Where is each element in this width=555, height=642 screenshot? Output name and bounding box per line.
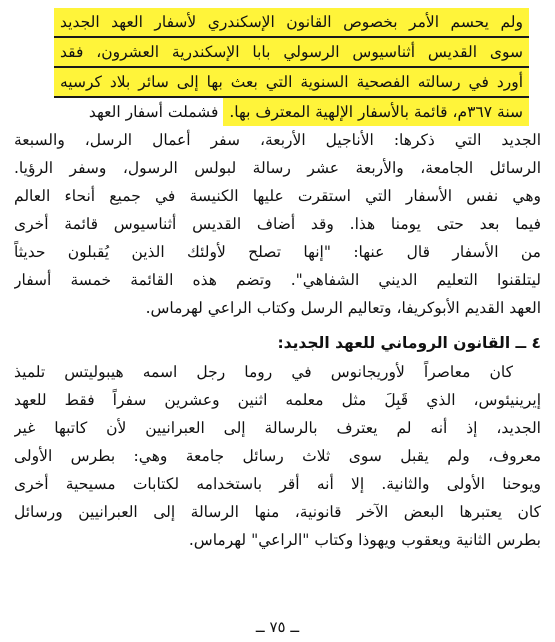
section-heading: ٤ ــ القانون الروماني للعهد الجديد: bbox=[277, 334, 541, 352]
paragraph-line: معروف، ولم يقبل سوى ثلاث رسائل جامعة وهي: بطرس الأولى bbox=[14, 447, 541, 465]
highlighted-line: أورد في رسالته الفصحية السنوية التي بعث بها إلى سائر بلاد كرسيه bbox=[54, 68, 529, 98]
paragraph-line: فشملت أسفار العهد bbox=[88, 103, 219, 121]
paragraph-line: وهي نفس الأسفار التي استقرت عليها الكنيسة في جميع أنحاء العالم bbox=[14, 187, 541, 205]
page-number: ــ ٧٥ ــ bbox=[255, 618, 300, 636]
paragraph-line: من الأسفار قال عنها: "إنها تصلح لأولئك الذين يُقبلون حديثاً bbox=[14, 243, 541, 261]
highlighted-line: ولم يحسم الأمر بخصوص القانون الإسكندري لأسفار العهد الجديد bbox=[54, 8, 529, 38]
mixed-line bbox=[14, 98, 541, 126]
paragraph-line: الجديد، إذ أنه لم يعترف بالرسالة إلى العبرانيين لأن كاتبها غير bbox=[14, 419, 541, 437]
paragraph-line: كان معاصراً لأوريجانوس في روما رجل اسمه هيبوليتس تلميذ bbox=[14, 363, 513, 381]
paragraph-line: ليتلقنوا التعليم الديني الشفاهي". وتضم هذه القائمة خمسة أسفار bbox=[14, 271, 541, 289]
highlighted-line: سنة ٣٦٧م، قائمة بالأسفار الإلهية المعترف بها. bbox=[223, 98, 529, 126]
paragraph-line: كان يعتبرها البعض الآخر قانونية، منها الرسالة إلى العبرانيين ورسائل bbox=[14, 503, 541, 521]
paragraph-line: الرسائل الجامعة، والأربعة عشر رسالة لبولس الرسول، وسفر الرؤيا. bbox=[14, 159, 541, 177]
paragraph-line: العهد القديم الأبوكريفا، وتعاليم الرسل وكتاب الراعي لهرماس. bbox=[145, 299, 541, 317]
paragraph-line: فيما بعد حتى يومنا هذا. وقد أضاف القديس أثناسيوس قائمة أخرى bbox=[14, 215, 541, 233]
paragraph-line: ويوحنا الأولى والثانية. إلا أنه أقر باستخدامه لكتابات مسيحية أخرى bbox=[14, 475, 541, 493]
paragraph-line: الجديد التي ذكرها: الأناجيل الأربعة، سفر أعمال الرسل، والسبعة bbox=[14, 131, 541, 149]
highlighted-passage bbox=[54, 8, 529, 98]
paragraph-line: إيرينيئوس، الذي قَبِلَ مثل معلمه اثنين وعشرين سفراً فقط للعهد bbox=[14, 391, 541, 409]
highlighted-line: سوى القديس أثناسيوس الرسولي بابا الإسكندرية العشرون، فقد bbox=[54, 38, 529, 68]
paragraph-line: بطرس الثانية ويعقوب ويهوذا وكتاب "الراعي" لهرماس. bbox=[188, 531, 541, 549]
